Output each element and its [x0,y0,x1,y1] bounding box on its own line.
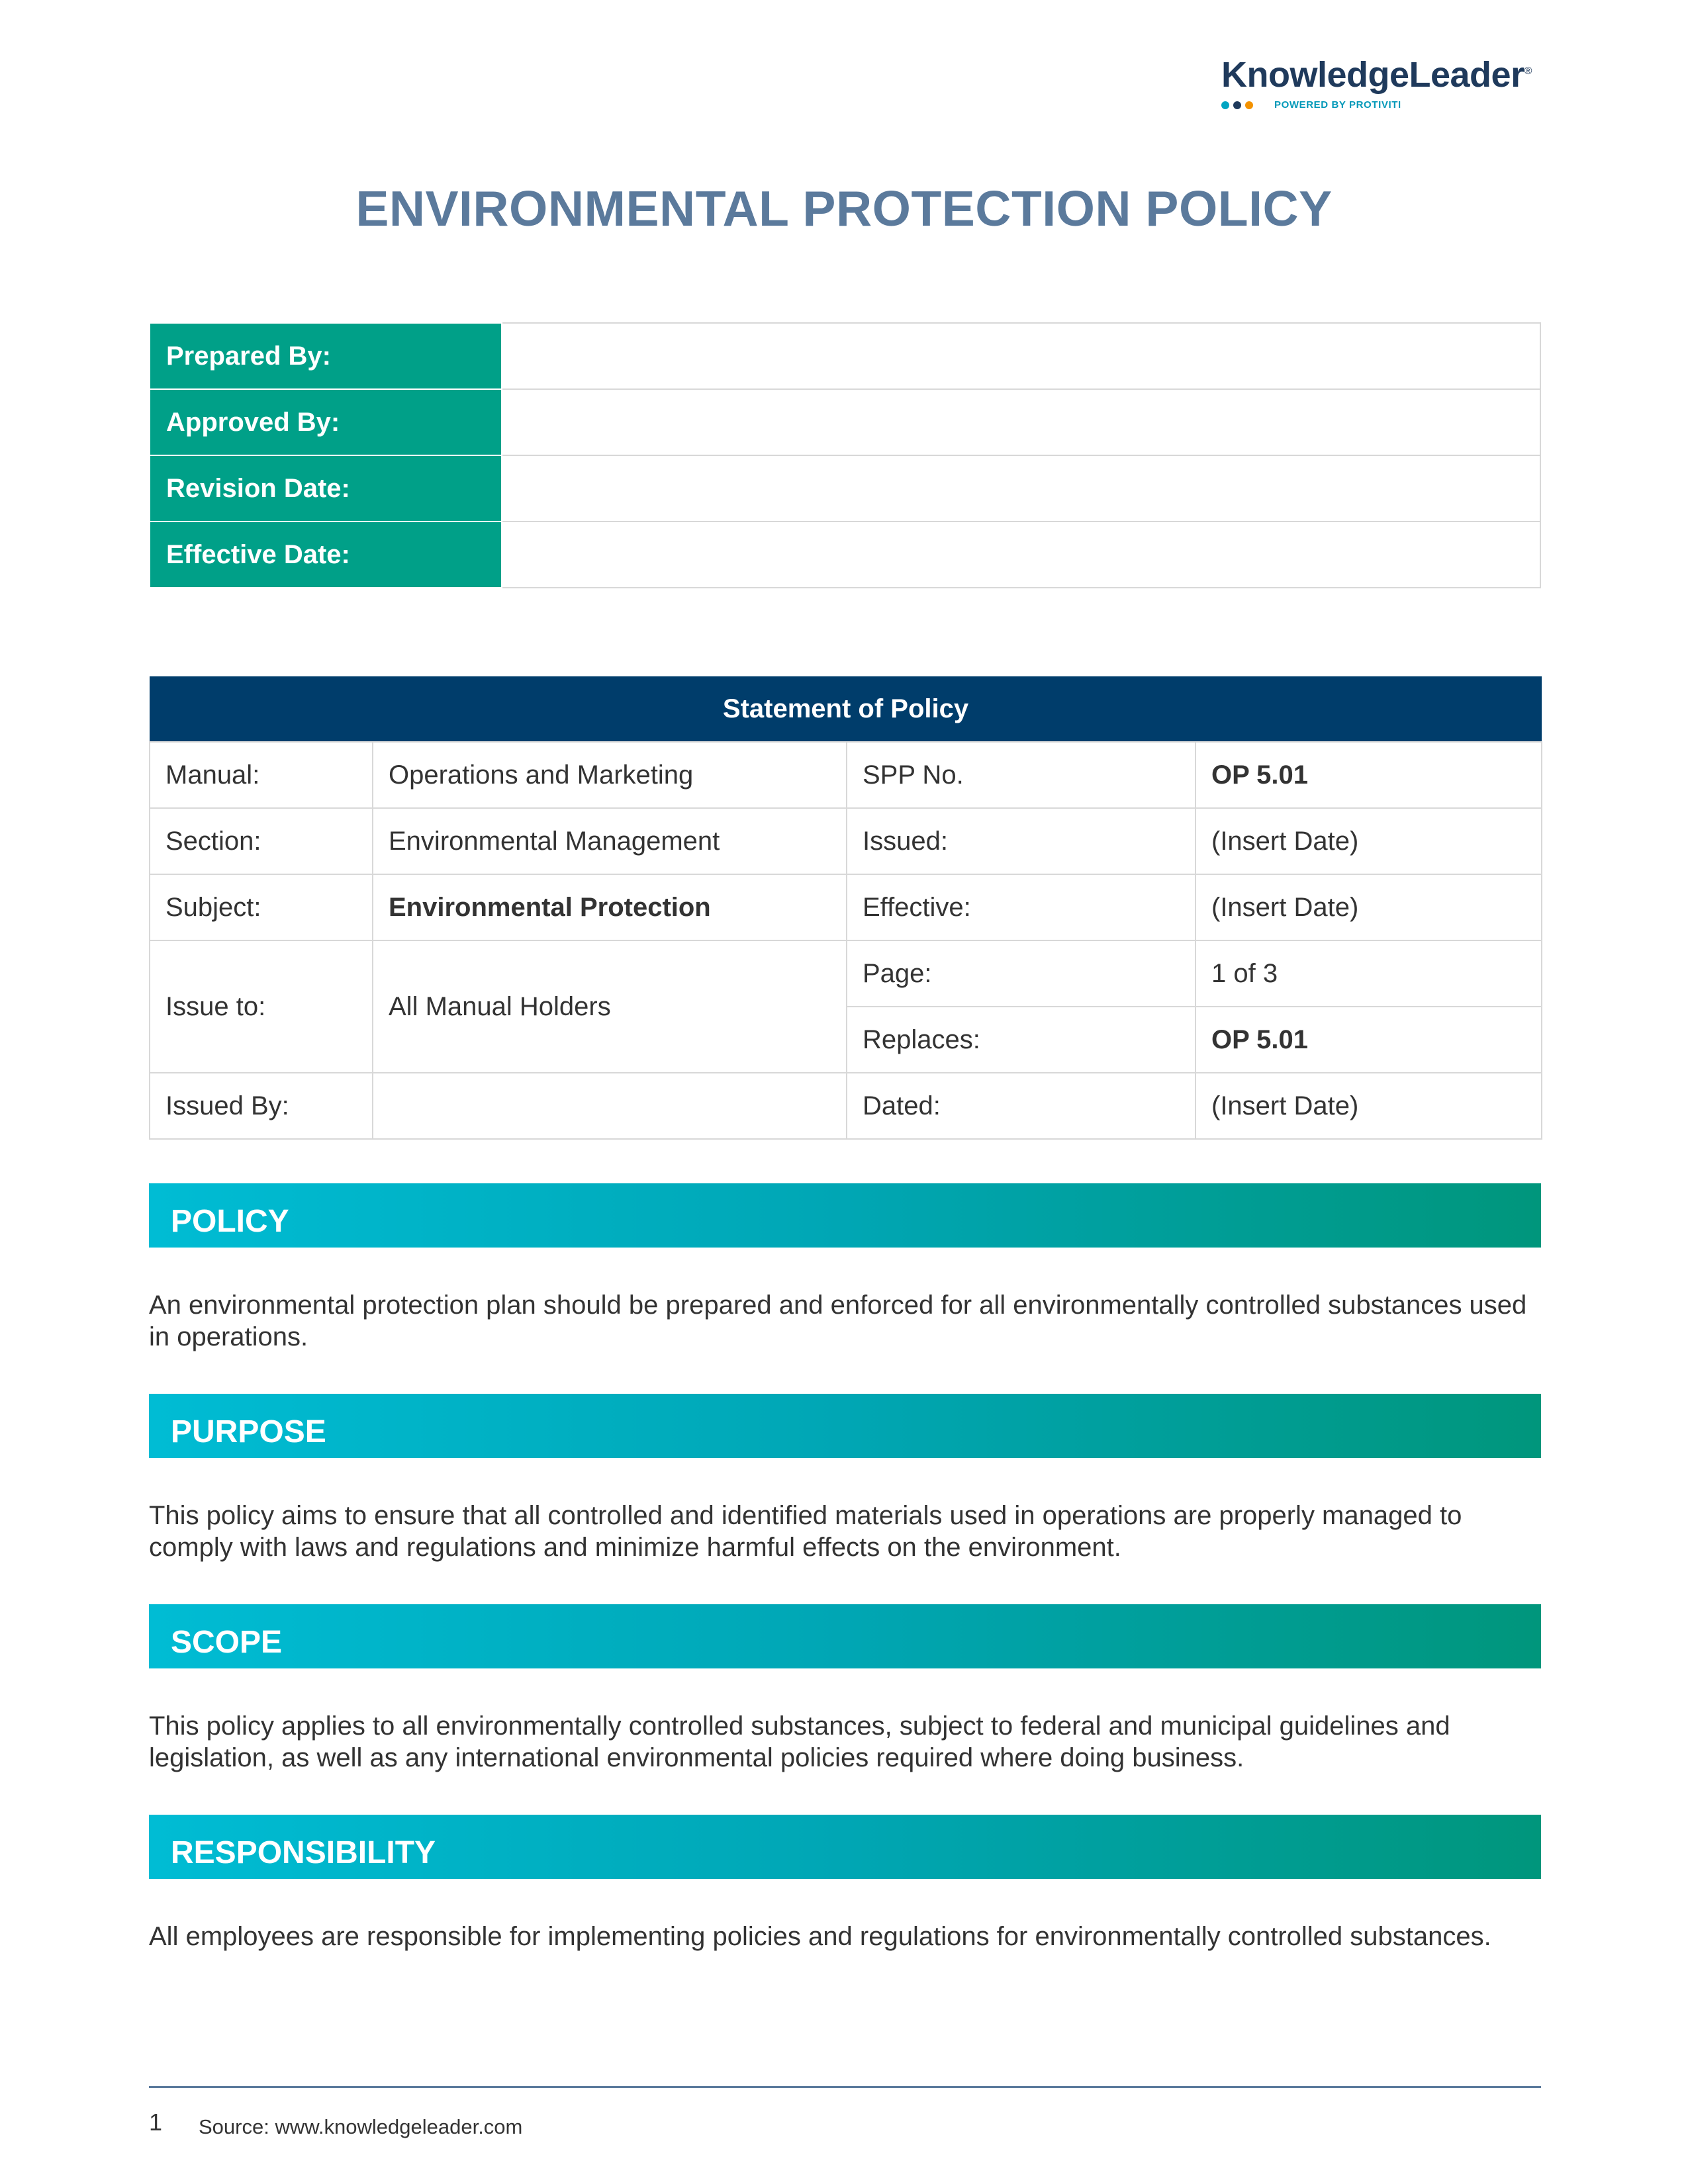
logo-dot-icon [1233,101,1241,109]
approval-value-field[interactable] [502,389,1540,455]
subject-label: Subject: [150,874,373,940]
approval-value-field[interactable] [502,522,1540,588]
knowledgeleader-logo [1221,54,1539,127]
dated-label: Dated: [847,1073,1196,1139]
replaces-label: Replaces: [847,1007,1196,1073]
logo-wordmark [1221,54,1539,95]
logo-dot-icon [1221,101,1229,109]
policy-heading: POLICY [149,1183,1541,1248]
scope-heading: SCOPE [149,1604,1541,1668]
issued-label: Issued: [847,808,1196,874]
approval-row [150,323,1540,389]
responsibility-heading: RESPONSIBILITY [149,1815,1541,1879]
section-label: Section: [150,808,373,874]
footer-divider [149,2086,1541,2088]
approval-row [150,522,1540,588]
page-value: 1 of 3 [1196,940,1542,1007]
issue-to-label: Issue to: [150,940,373,1073]
purpose-text: This policy aims to ensure that all controlled and identified materials used in operations are properly managed to comply with laws and regulations and minimize harmful effects on the environment. [149,1501,1462,1562]
document-title: ENVIRONMENTAL PROTECTION POLICY [355,181,1333,236]
issued-by-value[interactable] [373,1073,847,1139]
responsibility-text: All employees are responsible for implementing policies and regulations for environmentally controlled substances. [149,1922,1491,1951]
approval-label: Revision Date: [150,455,502,522]
section-value: Environmental Management [373,808,847,874]
footer-source: Source: www.knowledgeleader.com [199,2115,523,2138]
page-number: 1 [149,2109,163,2136]
statement-header: Statement of Policy [150,676,1542,742]
issue-to-value: All Manual Holders [373,940,847,1073]
logo-dot-icon [1245,101,1253,109]
approval-table [149,322,1541,588]
issued-value: (Insert Date) [1196,808,1542,874]
table-row [150,1073,1542,1139]
scope-text: This policy applies to all environmentally controlled substances, subject to federal and municipal guidelines and legislation, as well as any international environmental policies required where doing business. [149,1711,1450,1772]
table-row [150,742,1542,808]
spp-label: SPP No. [847,742,1196,808]
page-label: Page: [847,940,1196,1007]
policy-text: An environmental protection plan should be prepared and enforced for all environmentally controlled substances used in operations. [149,1291,1527,1351]
approval-label: Prepared By: [150,323,502,389]
effective-value: (Insert Date) [1196,874,1542,940]
logo-reg-mark: ® [1524,66,1532,77]
issued-by-label: Issued By: [150,1073,373,1139]
approval-row [150,389,1540,455]
spp-value: OP 5.01 [1196,742,1542,808]
purpose-heading: PURPOSE [149,1394,1541,1458]
logo-brand-text: KnowledgeLeader [1221,55,1524,95]
approval-label: Effective Date: [150,522,502,588]
table-row [150,874,1542,940]
logo-tagline: POWERED BY PROTIVITI [1274,99,1401,111]
logo-tagline-row [1221,99,1539,111]
effective-label: Effective: [847,874,1196,940]
approval-value-field[interactable] [502,455,1540,522]
dated-value: (Insert Date) [1196,1073,1542,1139]
subject-value: Environmental Protection [373,874,847,940]
manual-label: Manual: [150,742,373,808]
statement-of-policy-table [149,676,1542,1140]
manual-value: Operations and Marketing [373,742,847,808]
replaces-value: OP 5.01 [1196,1007,1542,1073]
approval-label: Approved By: [150,389,502,455]
table-row [150,940,1542,1007]
approval-value-field[interactable] [502,323,1540,389]
table-row [150,808,1542,874]
approval-row [150,455,1540,522]
